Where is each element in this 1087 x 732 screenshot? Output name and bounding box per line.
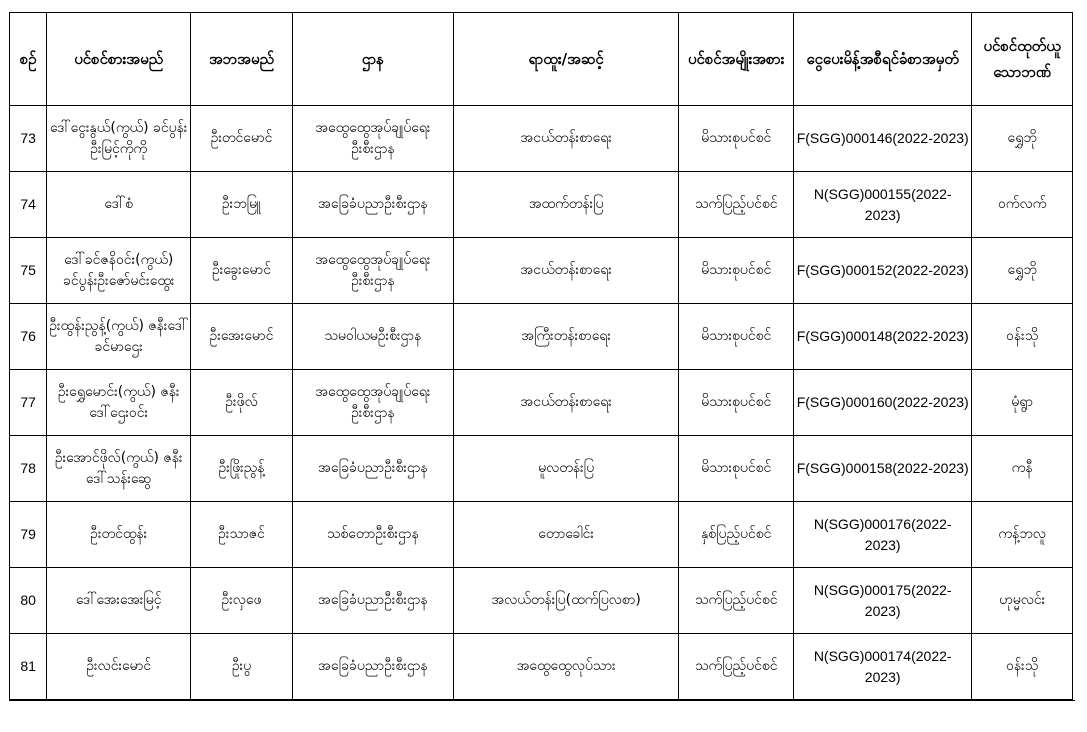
cell-reg: F(SGG)000158(2022-2023) — [794, 436, 972, 502]
cell-dept: အခြေခံပညာဦးစီးဌာန — [292, 634, 453, 700]
cell-rank: အငယ်တန်းစာရေး — [453, 106, 678, 172]
cell-father: ဦးဘမြူ — [191, 172, 293, 238]
cell-no: 74 — [10, 172, 47, 238]
cell-dept: အထွေထွေအုပ်ချုပ်ရေးဦးစီးဌာန — [292, 370, 453, 436]
cell-reg: N(SGG)000176(2022-2023) — [794, 502, 972, 568]
cell-name: ဒေါ်ခင်ဇနိဝင်း(ကွယ်) ခင်ပွန်းဦးဇော်မင်းထွေး — [47, 238, 191, 304]
cell-dept: သမဝါယမဦးစီးဌာန — [292, 304, 453, 370]
cell-father: ဦးခွေးမောင် — [191, 238, 293, 304]
cell-issue: ကန့်ဘလူ — [972, 502, 1073, 568]
cell-name: ဦးထွန်းညွန့်(ကွယ်) ဇနီးဒေါ်ခင်မာဌေး — [47, 304, 191, 370]
cell-reg: F(SGG)000160(2022-2023) — [794, 370, 972, 436]
cell-rank: အထွေထွေလုပ်သား — [453, 634, 678, 700]
cell-type: နှစ်ပြည့်ပင်စင် — [679, 502, 794, 568]
cell-name: ဒေါ်အေးအေးမြင့် — [47, 568, 191, 634]
table-row — [10, 304, 1073, 370]
cell-reg: F(SGG)000152(2022-2023) — [794, 238, 972, 304]
cell-father: ဦးပွ — [191, 634, 293, 700]
cell-rank: မူလတန်းပြ — [453, 436, 678, 502]
cell-father: ဦးသာဇင် — [191, 502, 293, 568]
cell-no: 81 — [10, 634, 47, 700]
cell-issue: ဝန်းသို — [972, 634, 1073, 700]
cell-issue: ဟုမ္မလင်း — [972, 568, 1073, 634]
table-row — [10, 106, 1073, 172]
cell-father: ဦးအေးမောင် — [191, 304, 293, 370]
header-reg: ငွေပေးမိန့်အစီရင်ခံစာအမှတ် — [794, 13, 972, 106]
cell-father: ဦးဖြိုးညွန့် — [191, 436, 293, 502]
cell-no: 78 — [10, 436, 47, 502]
cell-type: သက်ပြည့်ပင်စင် — [679, 568, 794, 634]
table-row — [10, 502, 1073, 568]
cell-issue: ကနီ — [972, 436, 1073, 502]
header-dept: ဌာန — [292, 13, 453, 106]
cell-type: သက်ပြည့်ပင်စင် — [679, 172, 794, 238]
table-row — [10, 436, 1073, 502]
cell-type: မိသားစုပင်စင် — [679, 370, 794, 436]
cell-no: 80 — [10, 568, 47, 634]
cell-rank: အလယ်တန်းပြ(ထက်ပြလစာ) — [453, 568, 678, 634]
bottom-rule — [9, 700, 1075, 701]
cell-dept: အထွေထွေအုပ်ချုပ်ရေးဦးစီးဌာန — [292, 106, 453, 172]
cell-reg: N(SGG)000174(2022-2023) — [794, 634, 972, 700]
cell-name: ဦးတင်ထွန်း — [47, 502, 191, 568]
cell-dept: အထွေထွေအုပ်ချုပ်ရေးဦးစီးဌာန — [292, 238, 453, 304]
pension-table-container — [9, 12, 1073, 700]
cell-father: ဦးဖိုလ် — [191, 370, 293, 436]
cell-issue: ရွှေဘို — [972, 106, 1073, 172]
cell-name: ဦးအောင်ဖိုလ်(ကွယ်) ဇနီးဒေါ်သန်းဆွေ — [47, 436, 191, 502]
cell-dept: အခြေခံပညာဦးစီးဌာန — [292, 172, 453, 238]
cell-reg: N(SGG)000175(2022-2023) — [794, 568, 972, 634]
cell-dept: သစ်တောဦးစီးဌာန — [292, 502, 453, 568]
cell-reg: F(SGG)000146(2022-2023) — [794, 106, 972, 172]
cell-type: မိသားစုပင်စင် — [679, 106, 794, 172]
table-row — [10, 172, 1073, 238]
cell-issue: မုံရွာ — [972, 370, 1073, 436]
cell-reg: F(SGG)000148(2022-2023) — [794, 304, 972, 370]
table-body — [10, 106, 1073, 700]
table-row — [10, 370, 1073, 436]
cell-rank: တောခေါင်း — [453, 502, 678, 568]
cell-issue: ရွှေဘို — [972, 238, 1073, 304]
cell-no: 77 — [10, 370, 47, 436]
cell-type: သက်ပြည့်ပင်စင် — [679, 634, 794, 700]
cell-father: ဦးလှဖေ — [191, 568, 293, 634]
cell-type: မိသားစုပင်စင် — [679, 238, 794, 304]
cell-type: မိသားစုပင်စင် — [679, 304, 794, 370]
cell-type: မိသားစုပင်စင် — [679, 436, 794, 502]
cell-issue: ဝက်လက် — [972, 172, 1073, 238]
cell-rank: အငယ်တန်းစာရေး — [453, 370, 678, 436]
cell-dept: အခြေခံပညာဦးစီးဌာန — [292, 436, 453, 502]
cell-no: 73 — [10, 106, 47, 172]
cell-no: 75 — [10, 238, 47, 304]
header-father: အဘအမည် — [191, 13, 293, 106]
cell-reg: N(SGG)000155(2022-2023) — [794, 172, 972, 238]
cell-name: ဒေါ်ငွေးနွယ်(ကွယ်) ခင်ပွန်းဦးမြင့်ကိုကို — [47, 106, 191, 172]
cell-no: 76 — [10, 304, 47, 370]
table-row — [10, 634, 1073, 700]
cell-rank: အထက်တန်းပြ — [453, 172, 678, 238]
cell-name: ဦးလင်းမောင် — [47, 634, 191, 700]
header-issue: ပင်စင်ထုတ်ယူသောဘဏ် — [972, 13, 1073, 106]
table-row — [10, 238, 1073, 304]
cell-name: ဦးရွှေမောင်း(ကွယ်) ဇနီးဒေါ်ဌေးဝင်း — [47, 370, 191, 436]
pension-table — [9, 12, 1073, 700]
cell-issue: ဝန်းသို — [972, 304, 1073, 370]
header-rank: ရာထူး/အဆင့် — [453, 13, 678, 106]
cell-father: ဦးတင်မောင် — [191, 106, 293, 172]
cell-name: ဒေါ်စံ — [47, 172, 191, 238]
header-type: ပင်စင်အမျိုးအစား — [679, 13, 794, 106]
cell-rank: အငယ်တန်းစာရေး — [453, 238, 678, 304]
table-row — [10, 568, 1073, 634]
header-row — [10, 13, 1073, 106]
header-name: ပင်စင်စားအမည် — [47, 13, 191, 106]
cell-no: 79 — [10, 502, 47, 568]
cell-rank: အကြီးတန်းစာရေး — [453, 304, 678, 370]
cell-dept: အခြေခံပညာဦးစီးဌာန — [292, 568, 453, 634]
header-no: စဉ် — [10, 13, 47, 106]
